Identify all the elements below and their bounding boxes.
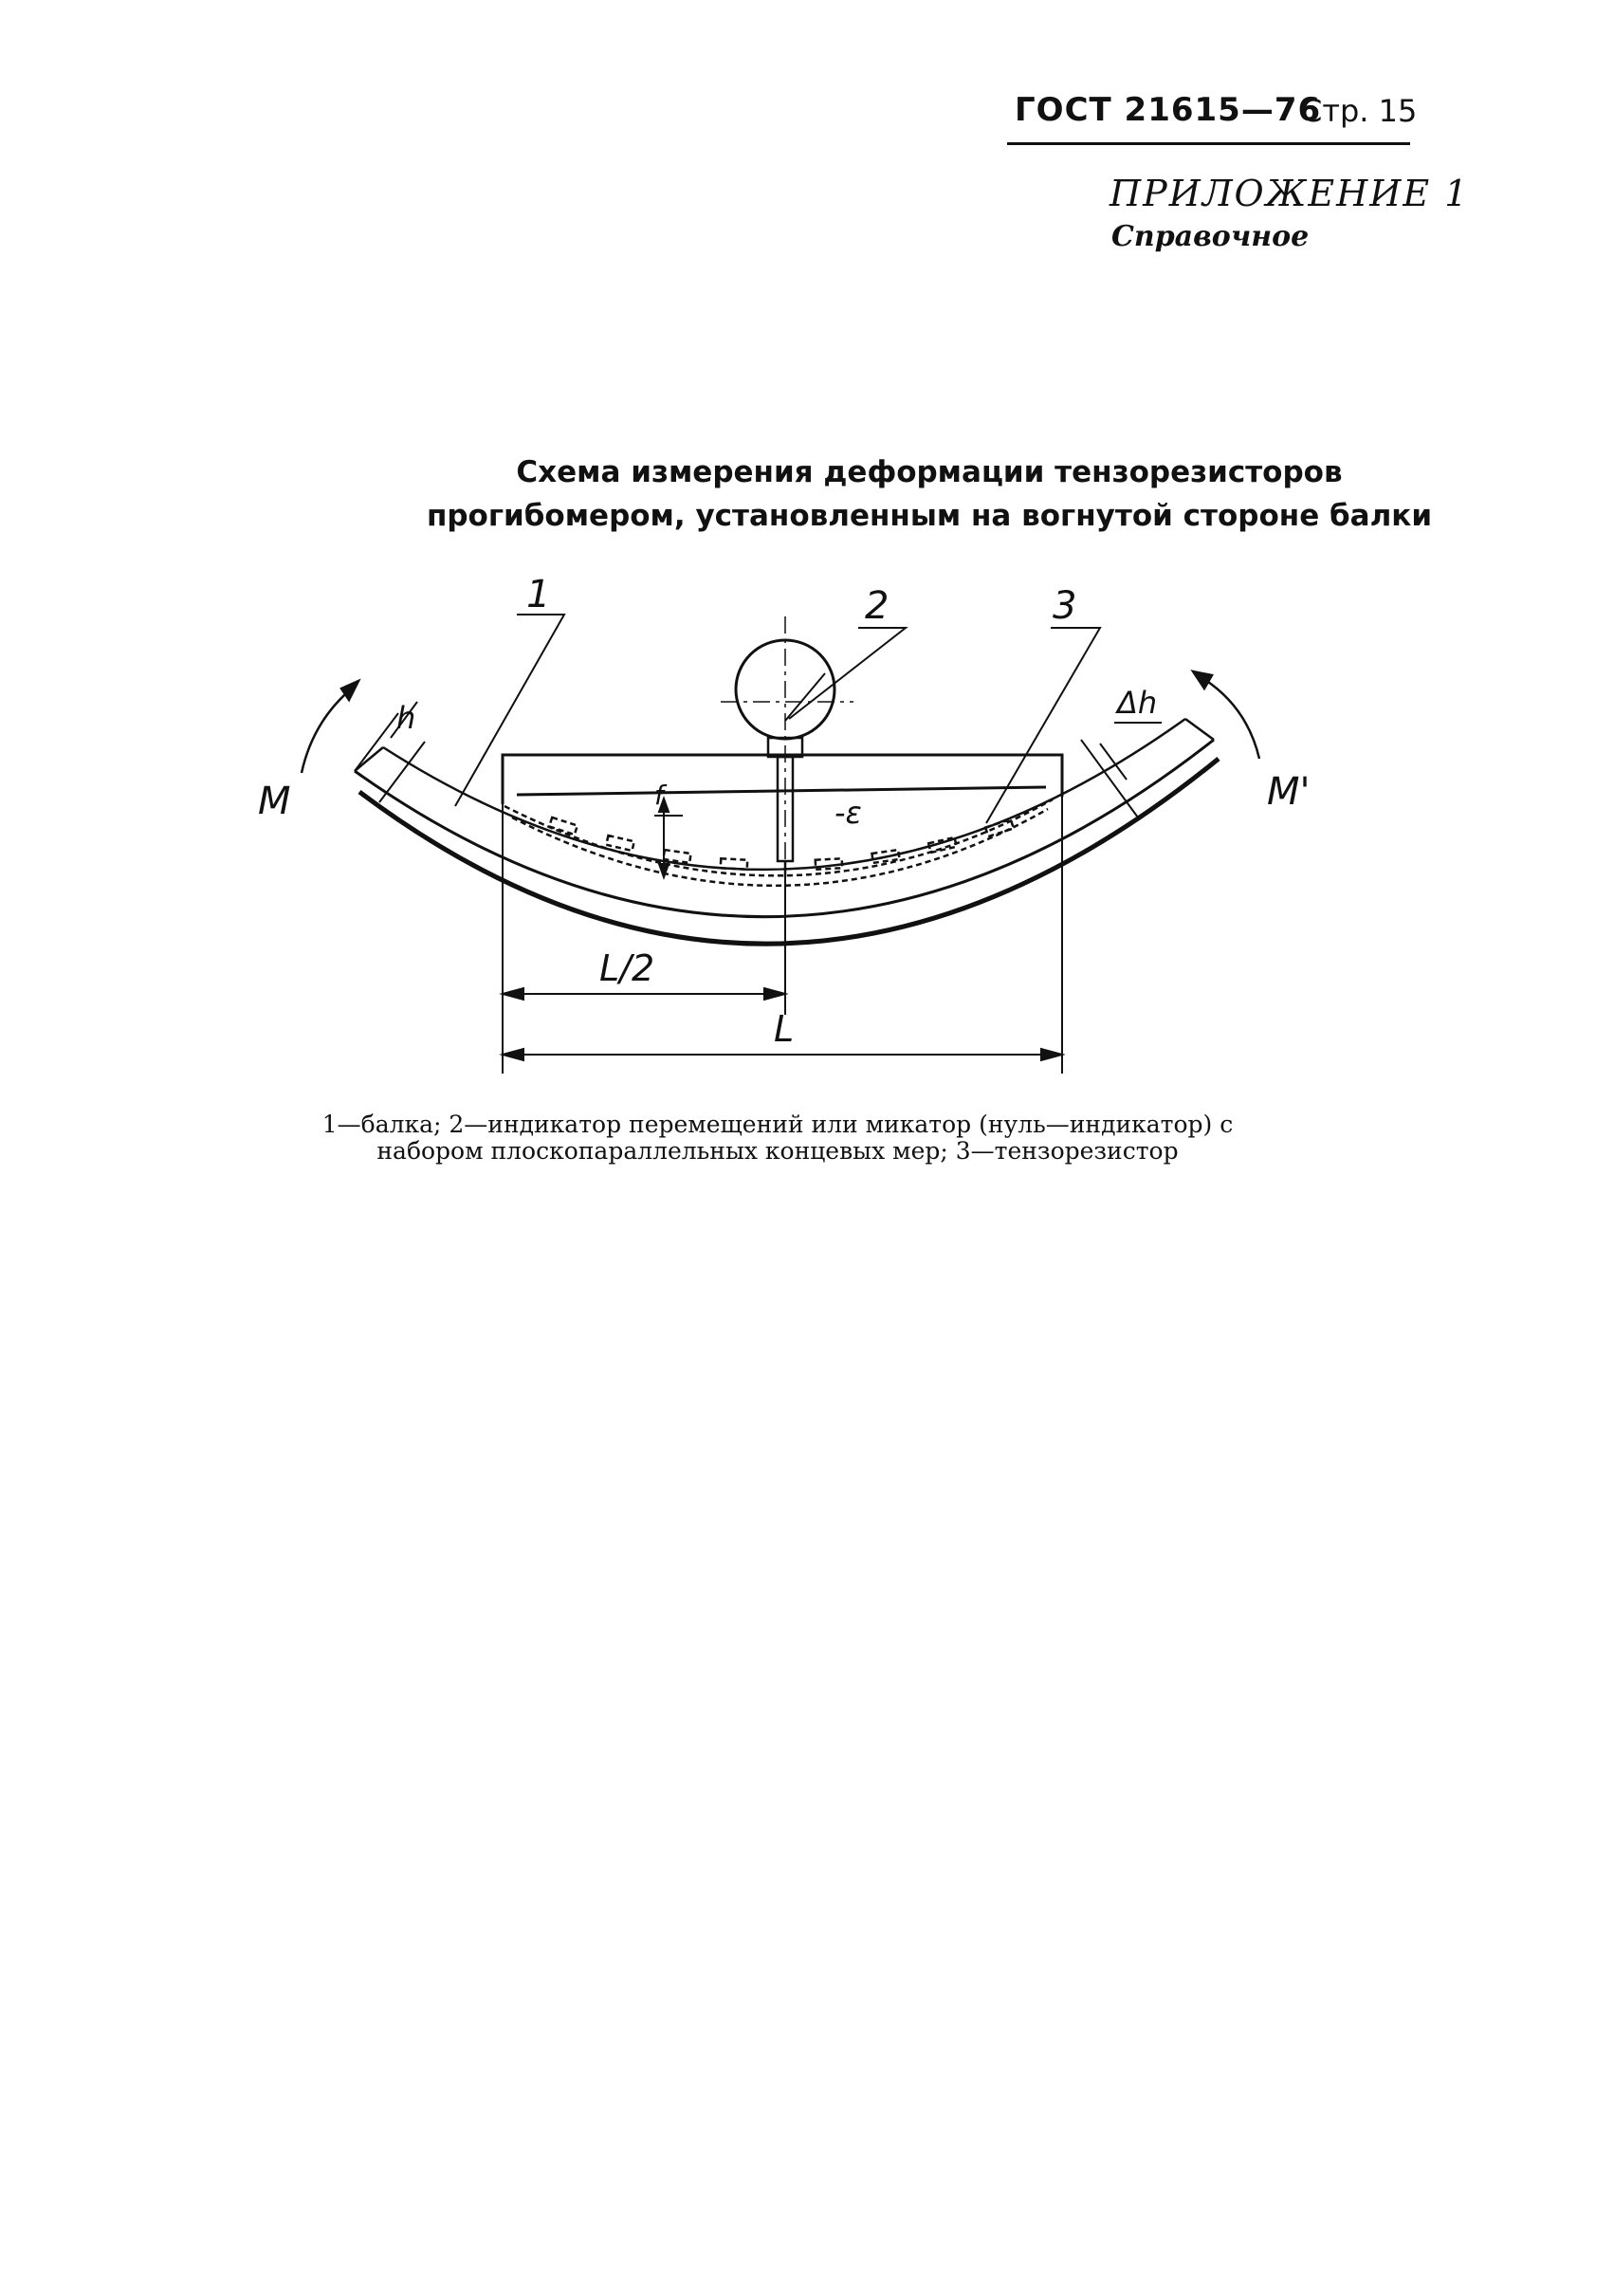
label-thickness-change: Δh xyxy=(1117,685,1158,721)
label-item2: 2 xyxy=(865,584,890,628)
thickness-change-dimension xyxy=(1081,723,1162,817)
label-half-span: L/2 xyxy=(599,947,655,989)
label-moment-left: M xyxy=(258,780,291,823)
moment-arrow-right xyxy=(1193,671,1259,759)
caption-line2: набором плоскопараллельных концевых мер; 3—тензорезистор xyxy=(376,1137,1179,1165)
moment-arrow-left xyxy=(302,681,358,773)
label-deflection: f xyxy=(654,780,664,811)
figure-title-line2: прогибомером, установленным на вогнутой стороне балки xyxy=(426,499,1433,533)
standard-number: ГОСТ 21615—76 xyxy=(1015,91,1322,129)
caption-line1: 1—балка; 2—индикатор перемещений или микатор (нуль—индикатор) с xyxy=(321,1111,1234,1138)
page-number: Стр. 15 xyxy=(1301,93,1418,129)
label-item1: 1 xyxy=(526,573,551,616)
label-span: L xyxy=(774,1008,795,1050)
appendix-title: ПРИЛОЖЕНИЕ 1 xyxy=(1110,173,1470,214)
label-moment-right: M' xyxy=(1267,770,1311,814)
beam xyxy=(355,719,1219,944)
deflectometer-frame xyxy=(503,755,1062,804)
figure-title-line1: Схема измерения деформации тензорезисторов xyxy=(516,455,1343,489)
label-item3: 3 xyxy=(1053,584,1077,628)
label-strain: -ε xyxy=(835,795,862,831)
label-thickness: h xyxy=(396,700,416,736)
appendix-type: Справочное xyxy=(1111,220,1310,253)
